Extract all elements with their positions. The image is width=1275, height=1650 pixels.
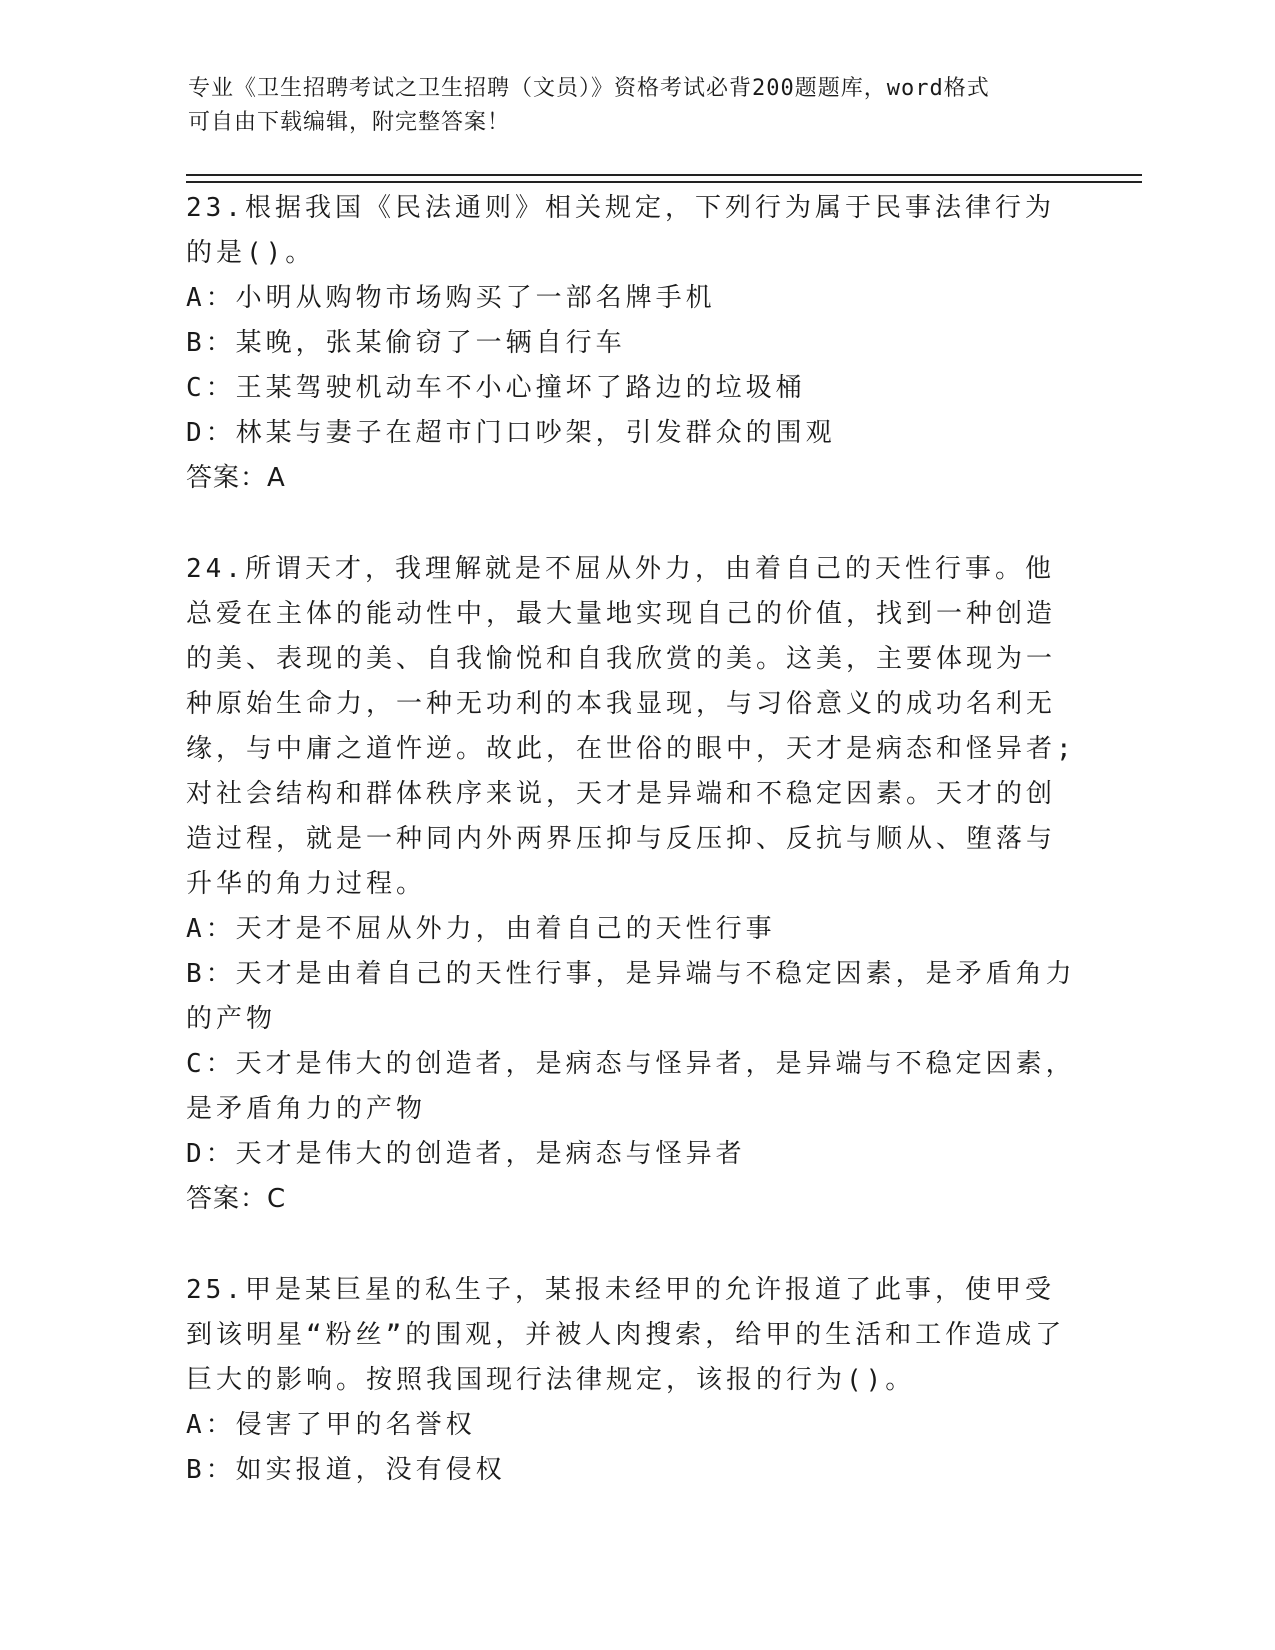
header-line-1: 专业《卫生招聘考试之卫生招聘（文员）》资格考试必背200题题库，word格式	[188, 76, 990, 101]
question-spacer	[186, 501, 1076, 547]
option-b: B：天才是由着自己的天性行事，是异端与不稳定因素，是矛盾角力的产物	[186, 959, 1076, 1034]
document-header	[188, 72, 1068, 140]
option-a: A：天才是不屈从外力，由着自己的天性行事	[186, 914, 776, 944]
option-a: A：小明从购物市场购买了一部名牌手机	[186, 283, 716, 313]
option-c: C：天才是伟大的创造者，是病态与怪异者，是异端与不稳定因素，是矛盾角力的产物	[186, 1049, 1076, 1124]
header-divider-bottom	[186, 181, 1142, 183]
answer-line: 答案：A	[186, 463, 286, 493]
option-b: B：某晚，张某偷窃了一辆自行车	[186, 328, 626, 358]
question-23	[186, 186, 1076, 501]
option-b: B：如实报道，没有侵权	[186, 1455, 506, 1485]
header-line-2: 可自由下载编辑，附完整答案！	[188, 110, 511, 135]
question-list	[186, 186, 1076, 1493]
option-c: C：王某驾驶机动车不小心撞坏了路边的垃圾桶	[186, 373, 806, 403]
option-d: D：林某与妻子在超市门口吵架，引发群众的围观	[186, 418, 836, 448]
option-a: A：侵害了甲的名誉权	[186, 1410, 476, 1440]
question-spacer	[186, 1222, 1076, 1268]
question-25	[186, 1268, 1076, 1493]
option-d: D：天才是伟大的创造者，是病态与怪异者	[186, 1139, 746, 1169]
question-stem: 25.甲是某巨星的私生子，某报未经甲的允许报道了此事，使甲受到该明星“粉丝”的围观，并被人肉搜索，给甲的生活和工作造成了巨大的影响。按照我国现行法律规定，该报的行为()。	[186, 1275, 1066, 1395]
question-stem: 23.根据我国《民法通则》相关规定，下列行为属于民事法律行为的是()。	[186, 193, 1055, 268]
question-24	[186, 547, 1076, 1222]
question-stem: 24.所谓天才，我理解就是不屈从外力，由着自己的天性行事。他总爱在主体的能动性中，最大量地实现自己的价值，找到一种创造的美、表现的美、自我愉悦和自我欣赏的美。这美，主要体现为一种原始生命力，一种无功利的本我显现，与习俗意义的成功名利无缘，与中庸之道忤逆。故此，在世俗的眼中，天才是病态和怪异者;对社会结构和群体秩序来说，天才是异端和不稳定因素。天才的创造过程，就是一种同内外两界压抑与反压抑、反抗与顺从、堕落与升华的角力过程。	[186, 554, 1076, 899]
answer-line: 答案：C	[186, 1184, 287, 1214]
header-divider-top	[186, 174, 1142, 176]
